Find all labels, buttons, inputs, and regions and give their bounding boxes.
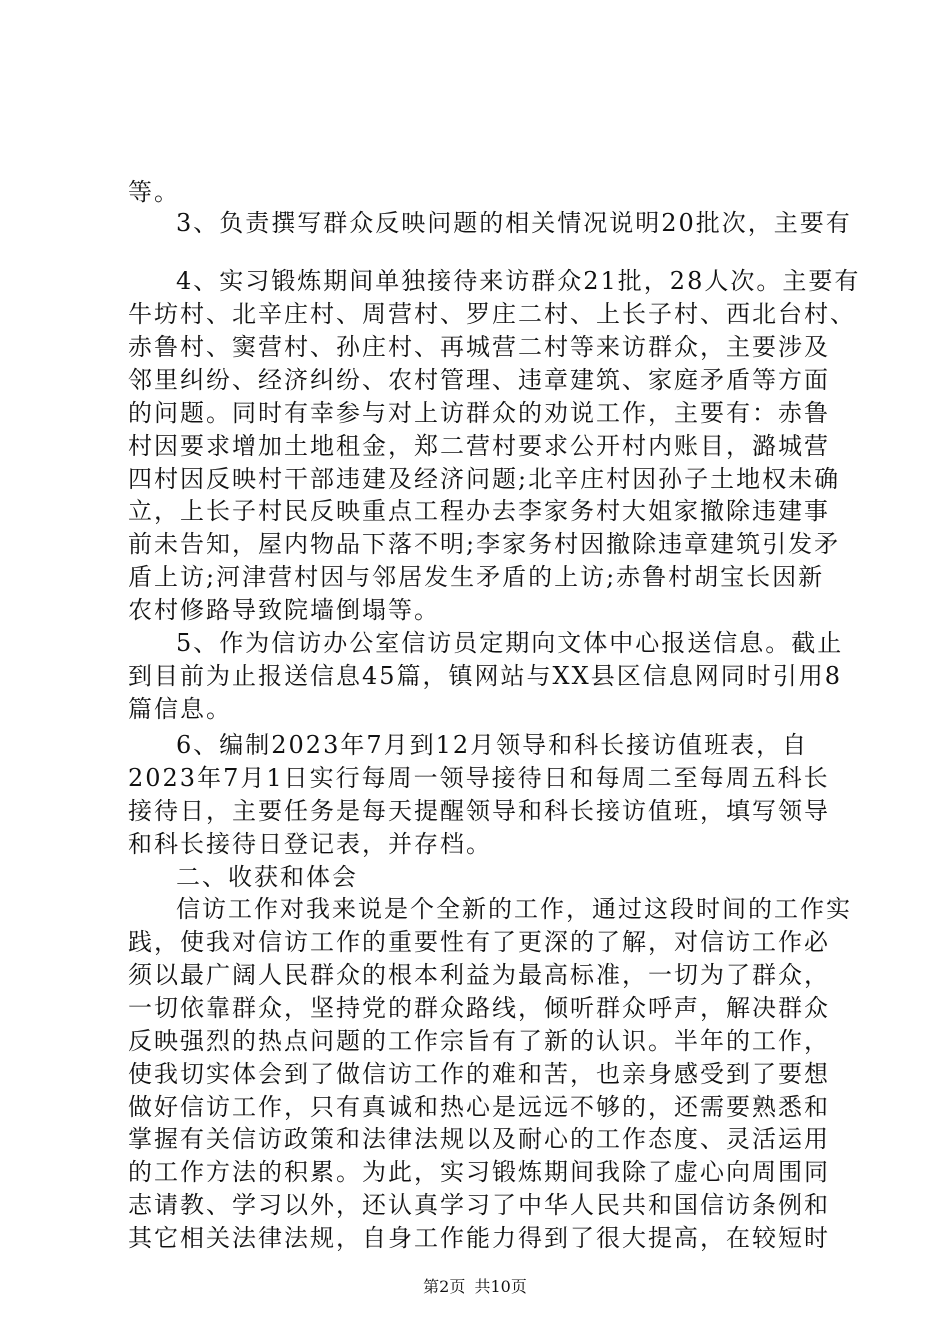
text-line: 到目前为止报送信息45篇，镇网站与XX县区信息网同时引用8: [128, 662, 842, 690]
text-line: 使我切实体会到了做信访工作的难和苦，也亲身感受到了要想: [128, 1060, 830, 1088]
text-line: 和科长接待日登记表，并存档。: [128, 830, 492, 858]
text-line: 四村因反映村干部违建及经济问题;北辛庄村因孙子土地权未确: [128, 465, 841, 493]
text-line: 3、负责撰写群众反映问题的相关情况说明20批次，主要有: [176, 209, 852, 237]
text-line: 立，上长子村民反映重点工程办去李家务村大姐家撤除违建事: [128, 497, 830, 525]
text-line: 等。: [128, 178, 180, 206]
text-line: 5、作为信访办公室信访员定期向文体中心报送信息。截止: [176, 629, 844, 657]
text-line: 的问题。同时有幸参与对上访群众的劝说工作，主要有：赤鲁: [128, 399, 830, 427]
page-number: 第2页: [423, 1277, 466, 1296]
text-line: 掌握有关信访政策和法律法规以及耐心的工作态度、灵活运用: [128, 1125, 830, 1153]
text-line: 志请教、学习以外，还认真学习了中华人民共和国信访条例和: [128, 1191, 830, 1219]
text-line: 的工作方法的积累。为此，实习锻炼期间我除了虚心向周围同: [128, 1158, 830, 1186]
text-line: 一切依靠群众，坚持党的群众路线，倾听群众呼声，解决群众: [128, 994, 830, 1022]
text-line: 6、编制2023年7月到12月领导和科长接访值班表，自: [176, 731, 809, 759]
text-line: 4、实习锻炼期间单独接待来访群众21批，28人次。主要有: [176, 267, 861, 295]
text-line: 做好信访工作，只有真诚和热心是远远不够的，还需要熟悉和: [128, 1093, 830, 1121]
text-line: 反映强烈的热点问题的工作宗旨有了新的认识。半年的工作，: [128, 1027, 830, 1055]
text-line: 农村修路导致院墙倒塌等。: [128, 596, 440, 624]
text-line: 盾上访;河津营村因与邻居发生矛盾的上访;赤鲁村胡宝长因新: [128, 563, 825, 591]
text-line: 信访工作对我来说是个全新的工作，通过这段时间的工作实: [176, 895, 852, 923]
section-heading: 二、收获和体会: [176, 863, 358, 891]
text-line: 接待日，主要任务是每天提醒领导和科长接访值班，填写领导: [128, 797, 830, 825]
text-line: 牛坊村、北辛庄村、周营村、罗庄二村、上长子村、西北台村、: [128, 300, 856, 328]
text-line: 赤鲁村、窦营村、孙庄村、再城营二村等来访群众，主要涉及: [128, 333, 830, 361]
text-line: 邻里纠纷、经济纠纷、农村管理、违章建筑、家庭矛盾等方面: [128, 366, 830, 394]
text-line: 篇信息。: [128, 695, 232, 723]
text-line: 2023年7月1日实行每周一领导接待日和每周二至每周五科长: [128, 764, 830, 792]
text-line: 前未告知，屋内物品下落不明;李家务村因撤除违章建筑引发矛: [128, 530, 841, 558]
text-line: 须以最广阔人民群众的根本利益为最高标准，一切为了群众，: [128, 961, 830, 989]
text-line: 其它相关法律法规，自身工作能力得到了很大提高，在较短时: [128, 1224, 830, 1252]
text-line: 村因要求增加土地租金，郑二营村要求公开村内账目，潞城营: [128, 432, 830, 460]
page-footer: [0, 1276, 950, 1298]
text-line: 践，使我对信访工作的重要性有了更深的了解，对信访工作必: [128, 928, 830, 956]
page-total: 共10页: [474, 1277, 527, 1296]
